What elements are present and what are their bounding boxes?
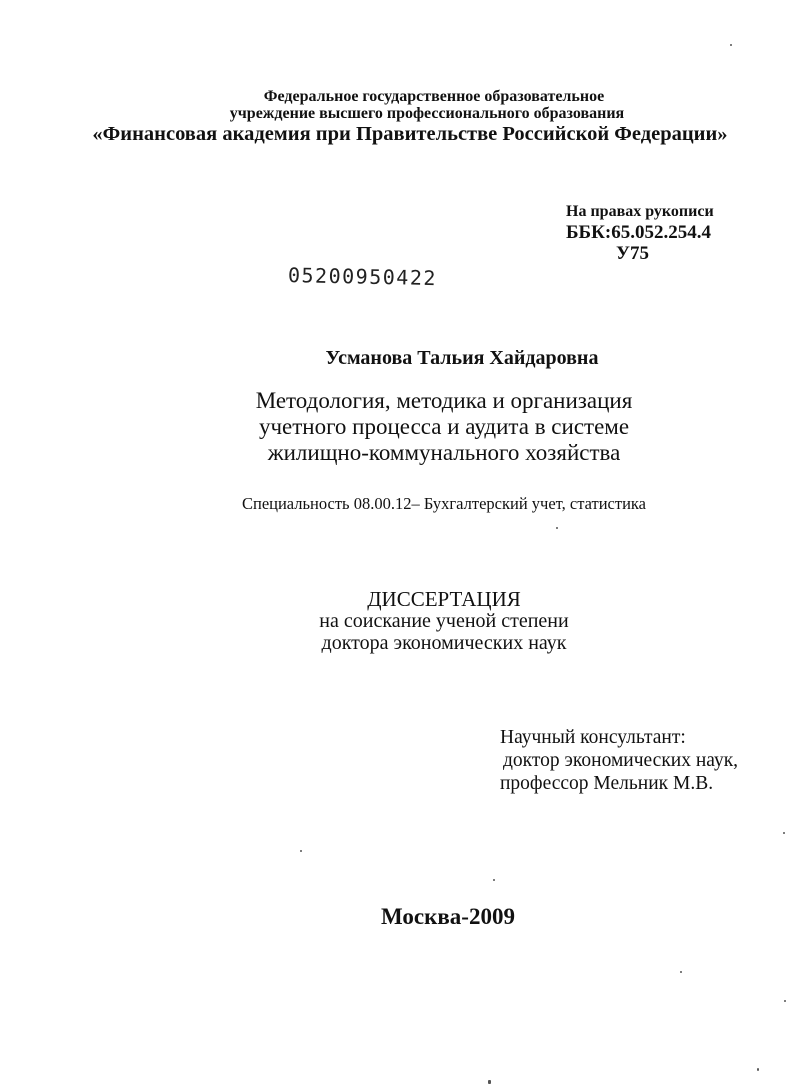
institution-header bbox=[0, 88, 792, 146]
scan-speck bbox=[680, 971, 682, 973]
manuscript-rights-block bbox=[566, 202, 714, 264]
dissertation-line-2: доктора экономических наук bbox=[321, 632, 567, 654]
manuscript-rights: На правах рукописи bbox=[566, 203, 714, 220]
bbk-code: ББК:65.052.254.4 bbox=[566, 222, 711, 243]
scan-speck bbox=[493, 879, 495, 881]
consultant-degree: доктор экономических наук, bbox=[503, 750, 739, 771]
consultant-block bbox=[500, 726, 738, 795]
dissertation-title bbox=[0, 388, 792, 466]
dissertation-heading: ДИССЕРТАЦИЯ bbox=[367, 587, 521, 611]
dissertation-line-1: на соискание ученой степени bbox=[319, 610, 569, 632]
author-name: Усманова Тальия Хайдаровна bbox=[325, 347, 599, 369]
scan-speck bbox=[556, 527, 558, 529]
city-year: Москва-2009 bbox=[381, 904, 515, 929]
institution-line-1: Федеральное государственное образовательное bbox=[263, 88, 605, 105]
institution-line-2: учреждение высшего профессионального образования bbox=[229, 105, 625, 122]
dissertation-block bbox=[0, 588, 792, 654]
institution-name: «Финансовая академия при Правительстве Российской Федерации» bbox=[92, 123, 728, 145]
library-stamp-number: 05200950422 bbox=[287, 263, 438, 291]
specialty: Специальность 08.00.12– Бухгалтерский учет, статистика bbox=[241, 494, 646, 513]
scan-speck bbox=[488, 1080, 491, 1084]
scan-speck bbox=[757, 1068, 759, 1071]
scan-speck bbox=[783, 832, 785, 834]
title-line-3: жилищно-коммунального хозяйства bbox=[267, 440, 621, 465]
title-line-1: Методология, методика и организация bbox=[255, 388, 633, 413]
udc-code: У75 bbox=[616, 243, 649, 264]
scan-speck bbox=[300, 850, 302, 852]
consultant-label: Научный консультант: bbox=[500, 727, 686, 748]
title-line-2: учетного процесса и аудита в системе bbox=[258, 414, 630, 439]
scan-speck bbox=[784, 1000, 786, 1002]
scan-speck bbox=[730, 44, 732, 46]
consultant-name: профессор Мельник М.В. bbox=[500, 773, 714, 794]
